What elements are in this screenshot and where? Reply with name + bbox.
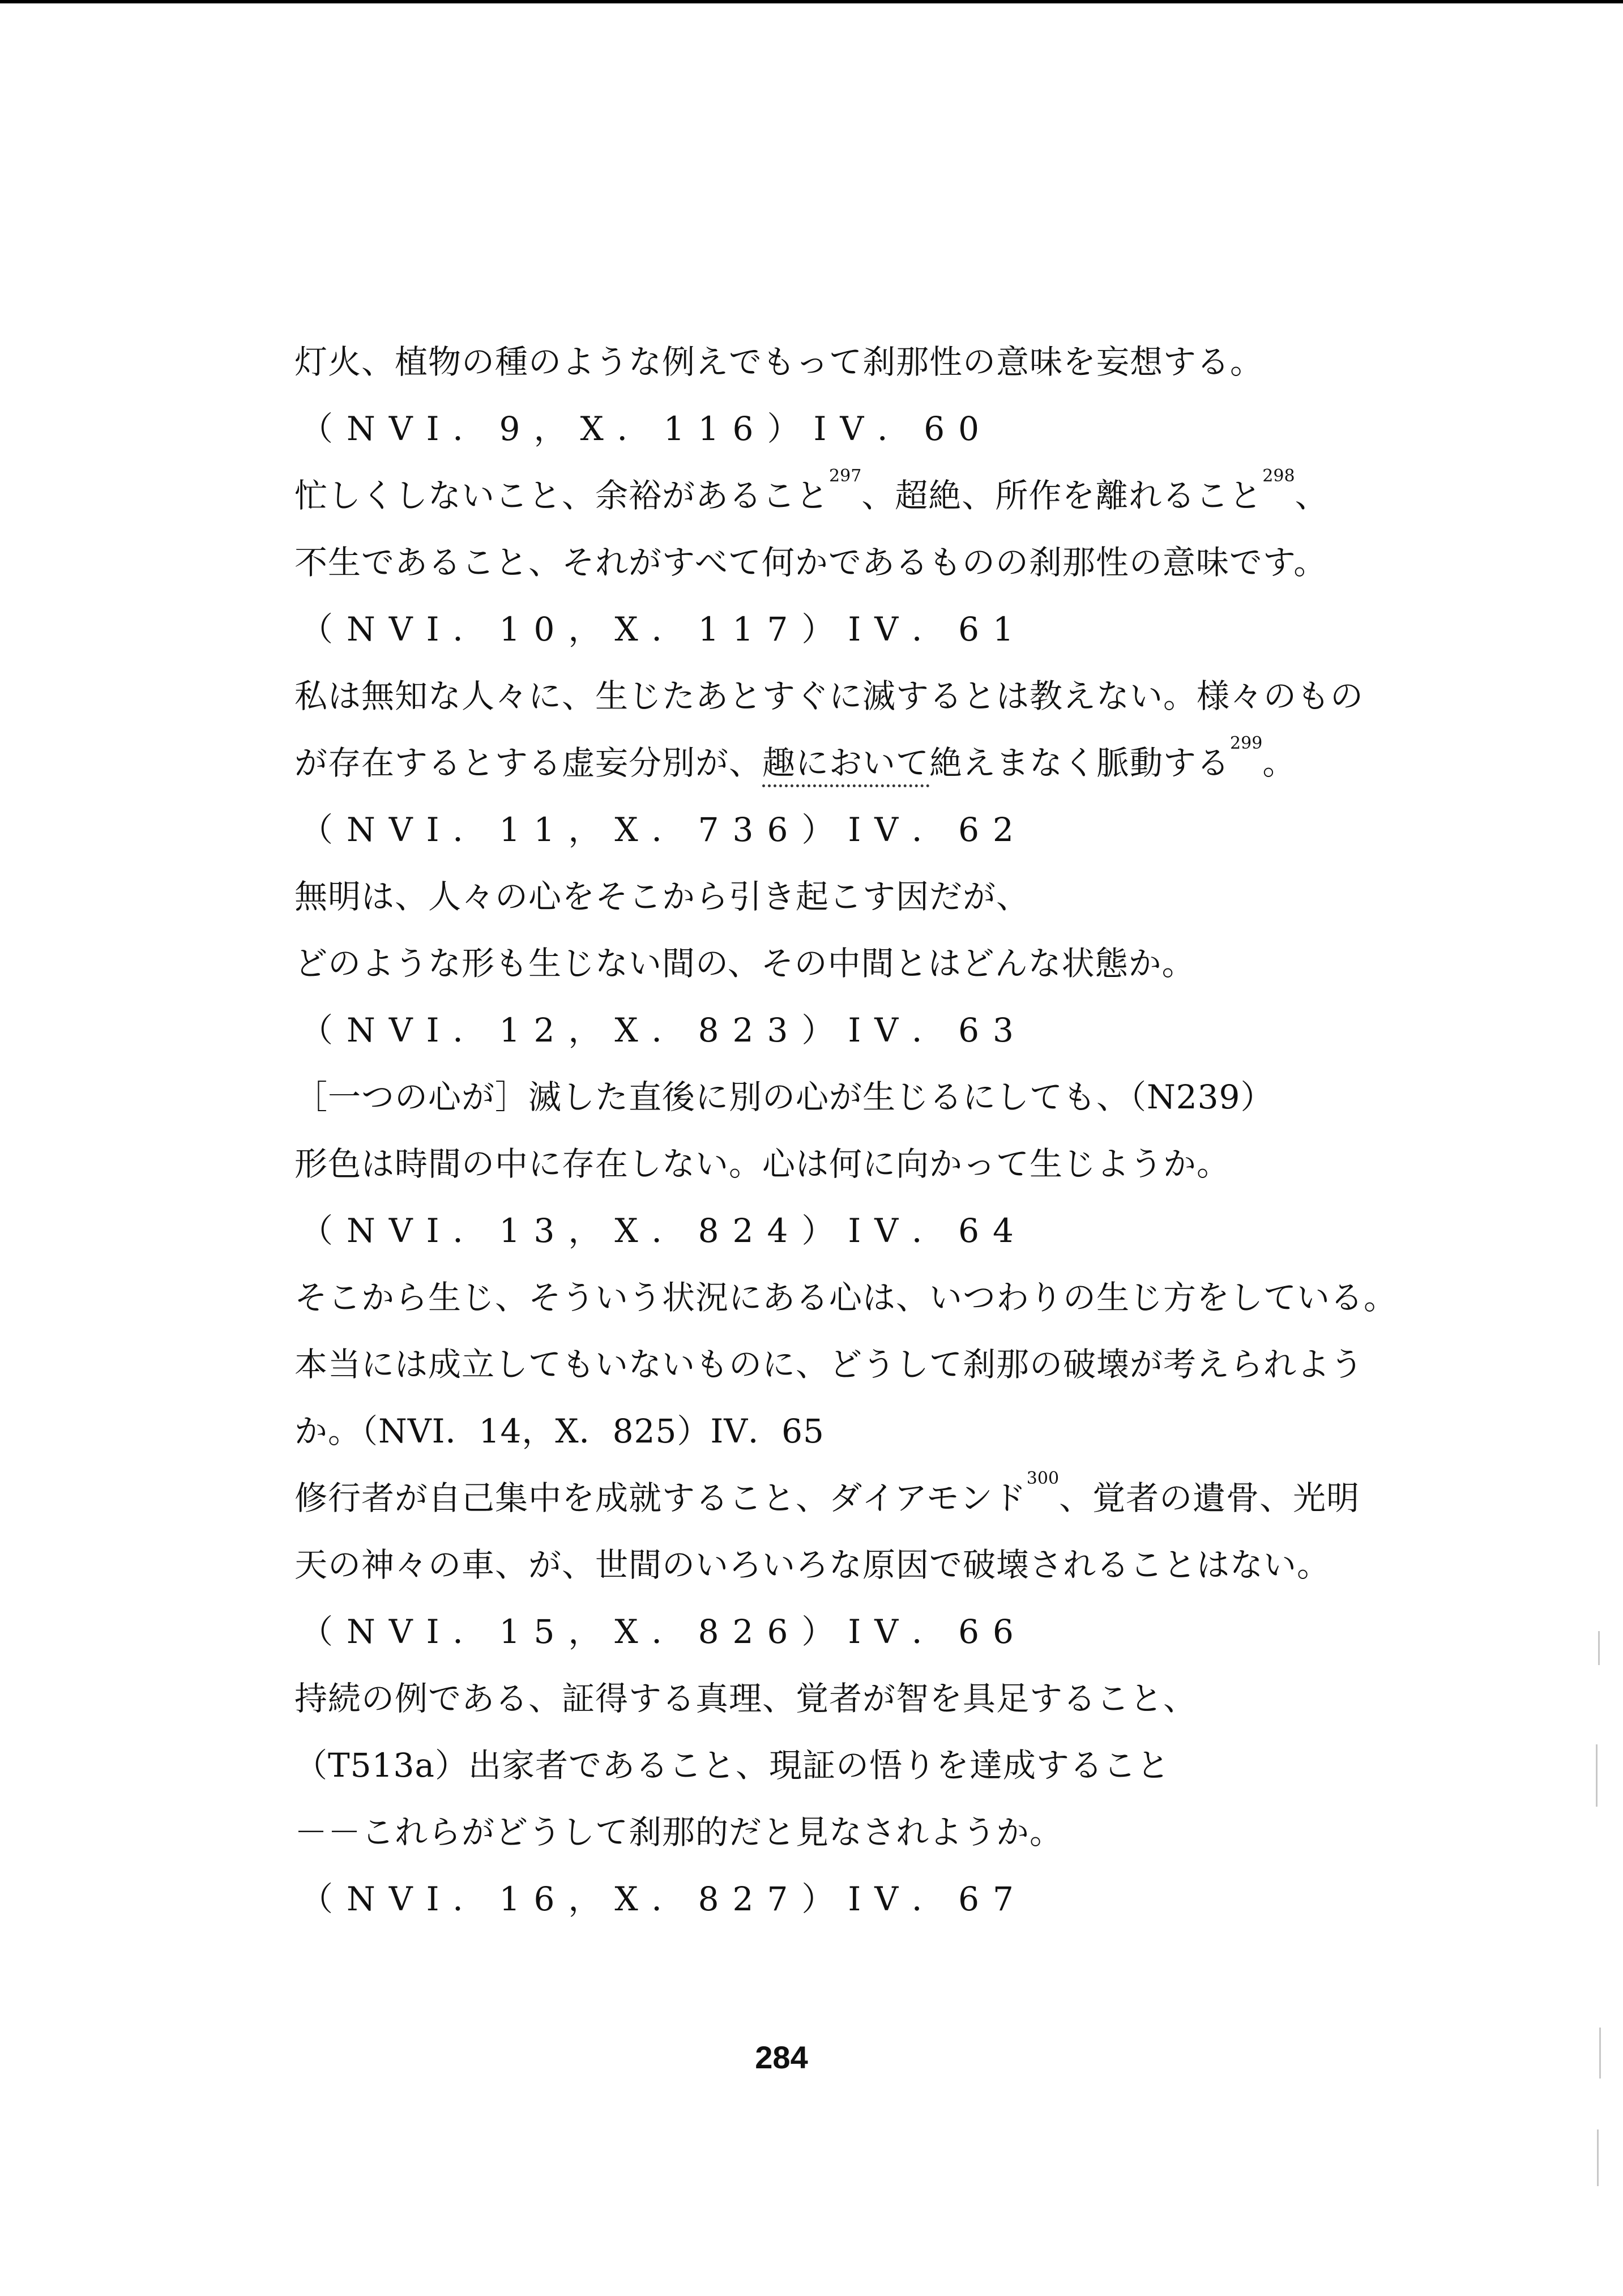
text-segment: 。 — [1262, 744, 1296, 782]
text-line: 形色は時間の中に存在しない。心は何に向かって生じようか。 — [294, 1145, 1231, 1183]
verse-reference: （NVI．13，X．824）IV．64 — [300, 1211, 1027, 1250]
footnote-marker: 298 — [1262, 466, 1295, 486]
verse-reference: （NVI．9，X．116）IV．60 — [300, 409, 993, 448]
verse-reference: （NVI．12，X．823）IV．63 — [300, 1011, 1027, 1049]
verse-reference: （NVI．10，X．117）IV．61 — [300, 610, 1027, 648]
text-line — [294, 1465, 1370, 1531]
scan-artifact — [1596, 1744, 1598, 1807]
verse-reference: （NVI．11，X．736）IV．62 — [300, 810, 1027, 849]
text-line-with-reference: か。（NVI．14，X．825）IV．65 — [294, 1412, 825, 1450]
text-segment: が存在するとする虚妄分別が、 — [294, 744, 763, 782]
text-line: 本当には成立してもいないものに、どうして刹那の破壊が考えられよう — [294, 1345, 1364, 1384]
footnote-marker: 297 — [829, 466, 862, 486]
text-line: 天の神々の車、が、世間のいろいろな原因で破壊されることはない。 — [294, 1546, 1331, 1584]
text-segment: 、 — [1295, 476, 1329, 515]
text-line: 無明は、人々の心をそこから引き起こす因だが、 — [294, 877, 1030, 916]
text-line: ［一つの心が］滅した直後に別の心が生じるにしても、（N239） — [294, 1078, 1274, 1116]
text-line: そこから生じ、そういう状況にある心は、いつわりの生じ方をしている。 — [294, 1278, 1398, 1317]
scan-artifact — [1599, 2028, 1601, 2079]
text-segment: 絶えまなく脈動する — [929, 744, 1231, 782]
footnote-marker: 300 — [1026, 1469, 1060, 1488]
text-segment: 忙しくしないこと、余裕があること — [294, 476, 830, 515]
text-line: 持続の例である、証得する真理、覚者が智を具足すること、 — [294, 1679, 1197, 1718]
scan-margin-marks — [1592, 1631, 1606, 2197]
text-line: 不生であること、それがすべて何かであるものの刹那性の意味です。 — [294, 543, 1327, 582]
scan-artifact — [1597, 2129, 1599, 2186]
page-number: 284 — [755, 2039, 808, 2075]
page-top-border — [0, 0, 1623, 3]
footnote-marker: 299 — [1230, 733, 1263, 753]
verse-reference: （NVI．16，X．827）IV．67 — [300, 1880, 1027, 1918]
document-body — [294, 328, 1398, 1932]
text-line: 私は無知な人々に、生じたあとすぐに滅するとは教えない。様々のもの — [294, 677, 1364, 715]
text-line: どのような形も生じない間の、その中間とはどんな状態か。 — [294, 944, 1195, 983]
scan-artifact — [1598, 1631, 1600, 1665]
text-segment: 、覚者の遺骨、光明 — [1059, 1479, 1360, 1517]
text-segment: 、超絶、所作を離れること — [861, 476, 1263, 515]
text-line — [294, 729, 1370, 796]
text-segment: 修行者が自己集中を成就すること、ダイアモンド — [294, 1479, 1027, 1517]
text-line: （T513a）出家者であること、現証の悟りを達成すること — [294, 1746, 1170, 1785]
text-line: 灯火、植物の種のような例えでもって刹那性の意味を妄想する。 — [294, 343, 1264, 381]
text-line: －－これらがどうして刹那的だと見なされようか。 — [294, 1813, 1064, 1851]
dotted-underlined-term: 趣において — [762, 744, 929, 787]
verse-reference: （NVI．15，X．826）IV．66 — [300, 1612, 1027, 1651]
text-line — [294, 462, 1370, 529]
